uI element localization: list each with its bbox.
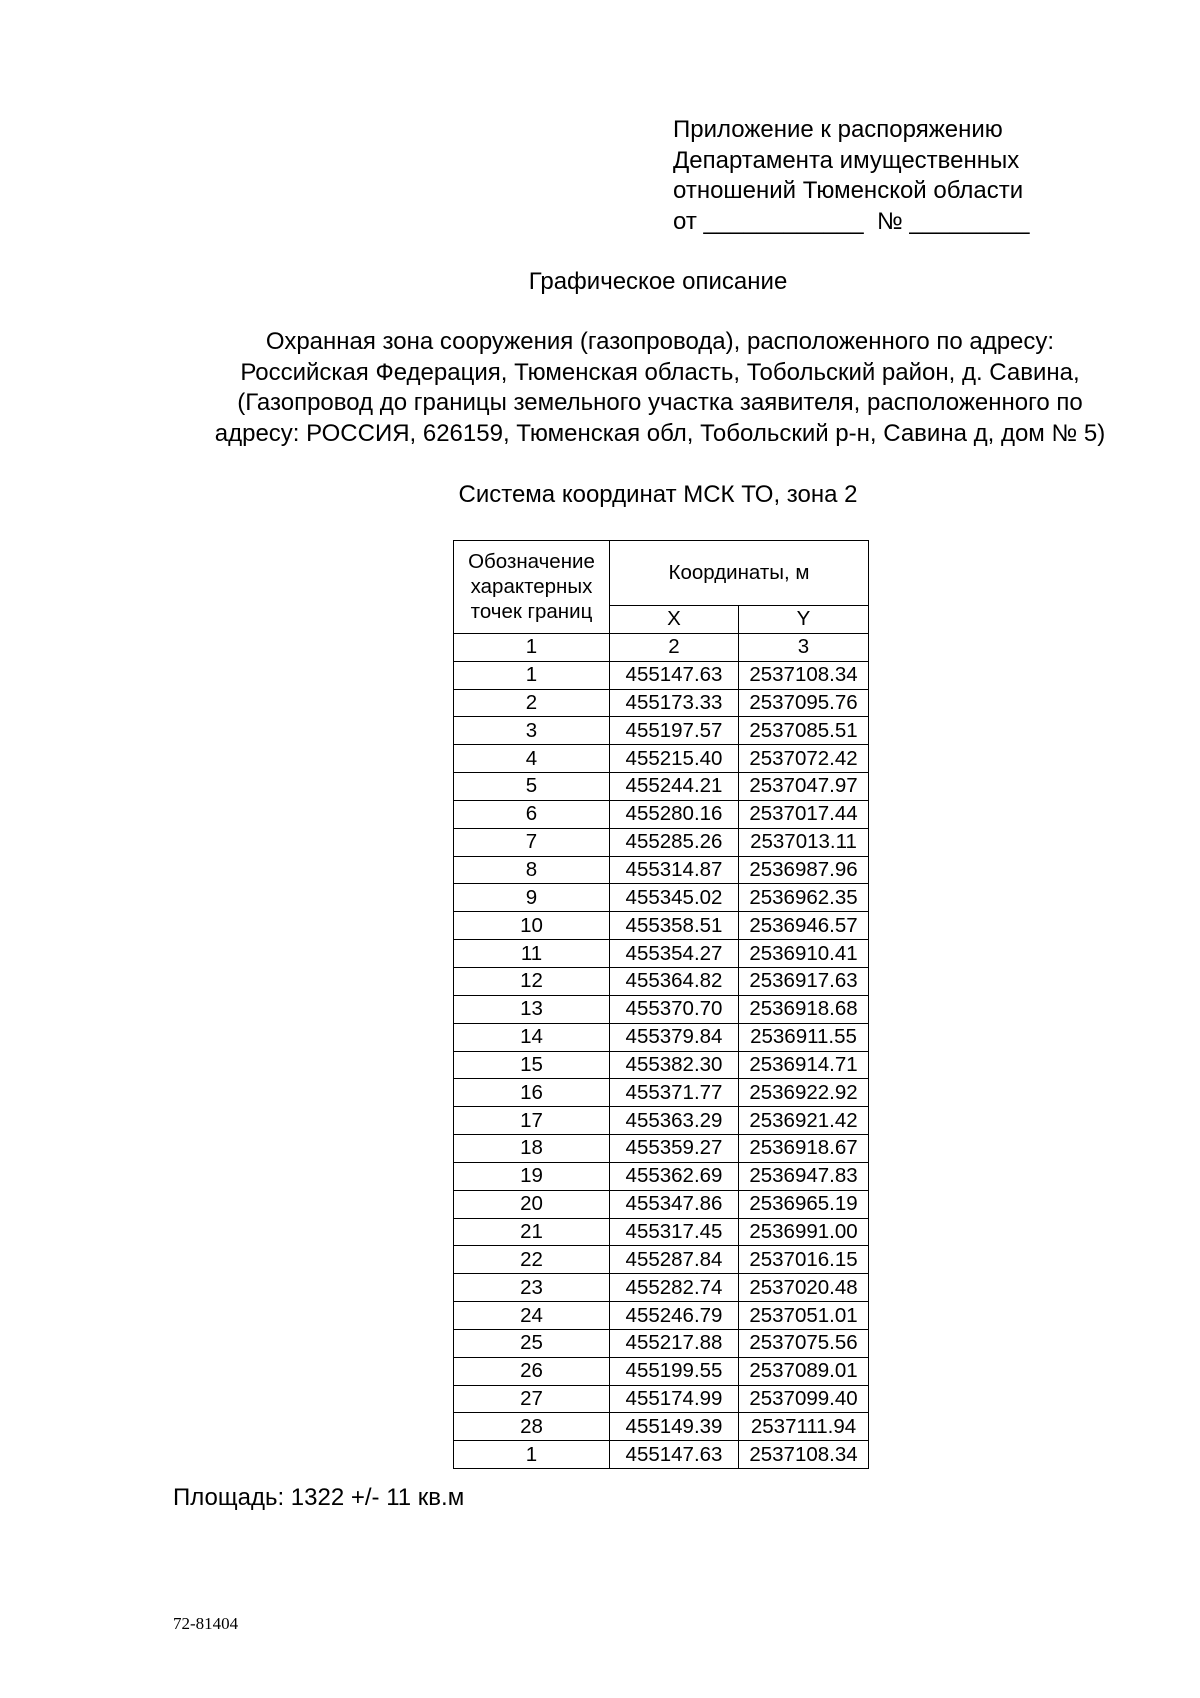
attachment-line: Приложение к распоряжению [673,116,1003,143]
table-row [454,1051,869,1079]
point-number-cell: 28 [454,1413,610,1441]
table-row [454,661,869,689]
point-number-cell: 4 [454,745,610,773]
attachment-line: отношений Тюменской области [673,177,1024,204]
y-coordinate-cell: 2537095.76 [739,689,869,717]
y-coordinate-cell: 2537085.51 [739,717,869,745]
y-coordinate-cell: 2536962.35 [739,884,869,912]
y-coordinate-cell: 2536987.96 [739,856,869,884]
x-coordinate-cell: 455345.02 [610,884,739,912]
y-coordinate-cell: 2537108.34 [739,1441,869,1469]
y-coordinate-cell: 2536911.55 [739,1023,869,1051]
table-row [454,1190,869,1218]
point-number-cell: 2 [454,689,610,717]
y-coordinate-cell: 2537111.94 [739,1413,869,1441]
point-number-cell: 9 [454,884,610,912]
point-number-cell: 1 [454,1441,610,1469]
x-coordinate-cell: 455314.87 [610,856,739,884]
table-row [454,1441,869,1469]
x-coordinate-cell: 455287.84 [610,1246,739,1274]
header-points: Обозначение характерных точек границ [454,541,610,634]
point-number-cell: 1 [454,661,610,689]
table-header-row [454,541,869,606]
table-row [454,1357,869,1385]
y-coordinate-cell: 2536922.92 [739,1079,869,1107]
y-coordinate-cell: 2537047.97 [739,773,869,801]
header-x: X [610,606,739,634]
y-coordinate-cell: 2536965.19 [739,1190,869,1218]
header-coordinates: Координаты, м [610,541,869,606]
y-coordinate-cell: 2536947.83 [739,1162,869,1190]
table-row [454,1385,869,1413]
point-number-cell: 12 [454,967,610,995]
x-coordinate-cell: 455285.26 [610,828,739,856]
y-coordinate-cell: 2537016.15 [739,1246,869,1274]
y-coordinate-cell: 2536921.42 [739,1107,869,1135]
point-number-cell: 26 [454,1357,610,1385]
y-coordinate-cell: 2536917.63 [739,967,869,995]
x-coordinate-cell: 455282.74 [610,1274,739,1302]
document-number: 72-81404 [173,1614,239,1633]
x-coordinate-cell: 455354.27 [610,940,739,968]
y-coordinate-cell: 2537089.01 [739,1357,869,1385]
x-coordinate-cell: 455149.39 [610,1413,739,1441]
x-coordinate-cell: 455173.33 [610,689,739,717]
subject-line: Российская Федерация, Тюменская область, Тобольский район, д. Савина, [240,358,1080,386]
y-coordinate-cell: 2537072.42 [739,745,869,773]
table-row [454,717,869,745]
table-row [454,940,869,968]
column-number: 1 [454,633,610,661]
point-number-cell: 23 [454,1274,610,1302]
table-row [454,1329,869,1357]
table-row [454,745,869,773]
column-number: 2 [610,633,739,661]
point-number-cell: 21 [454,1218,610,1246]
attachment-line: от ____________ № _________ [673,207,1030,235]
attachment-line: Департамента имущественных [673,146,1020,174]
point-number-cell: 15 [454,1051,610,1079]
x-coordinate-cell: 455246.79 [610,1302,739,1330]
point-number-cell: 3 [454,717,610,745]
x-coordinate-cell: 455197.57 [610,717,739,745]
y-coordinate-cell: 2537013.11 [739,828,869,856]
point-number-cell: 13 [454,995,610,1023]
y-coordinate-cell: 2536918.67 [739,1135,869,1163]
table-row [454,995,869,1023]
table-row [454,884,869,912]
x-coordinate-cell: 455347.86 [610,1190,739,1218]
table-row [454,1162,869,1190]
table-row [454,1274,869,1302]
x-coordinate-cell: 455370.70 [610,995,739,1023]
y-coordinate-cell: 2537108.34 [739,661,869,689]
y-coordinate-cell: 2537020.48 [739,1274,869,1302]
point-number-cell: 8 [454,856,610,884]
subject-line: адресу: РОССИЯ, 626159, Тюменская обл, Тобольский р-н, Савина д, дом № 5) [214,419,1106,447]
x-coordinate-cell: 455317.45 [610,1218,739,1246]
point-number-cell: 14 [454,1023,610,1051]
point-number-cell: 19 [454,1162,610,1190]
y-coordinate-cell: 2537075.56 [739,1329,869,1357]
x-coordinate-cell: 455199.55 [610,1357,739,1385]
attachment-note [673,115,1030,237]
x-coordinate-cell: 455244.21 [610,773,739,801]
y-coordinate-cell: 2536914.71 [739,1051,869,1079]
x-coordinate-cell: 455174.99 [610,1385,739,1413]
table-row [454,773,869,801]
x-coordinate-cell: 455280.16 [610,800,739,828]
point-number-cell: 25 [454,1329,610,1357]
point-number-cell: 22 [454,1246,610,1274]
x-coordinate-cell: 455359.27 [610,1135,739,1163]
x-coordinate-cell: 455364.82 [610,967,739,995]
x-coordinate-cell: 455147.63 [610,661,739,689]
x-coordinate-cell: 455382.30 [610,1051,739,1079]
x-coordinate-cell: 455217.88 [610,1329,739,1357]
x-coordinate-cell: 455215.40 [610,745,739,773]
point-number-cell: 20 [454,1190,610,1218]
table-row [454,1218,869,1246]
y-coordinate-cell: 2537051.01 [739,1302,869,1330]
point-number-cell: 27 [454,1385,610,1413]
point-number-cell: 16 [454,1079,610,1107]
point-number-cell: 17 [454,1107,610,1135]
column-number: 3 [739,633,869,661]
subject-line: (Газопровод до границы земельного участка заявителя, расположенного по [237,389,1083,416]
subject-description [170,327,1150,449]
y-coordinate-cell: 2536918.68 [739,995,869,1023]
point-number-cell: 24 [454,1302,610,1330]
y-coordinate-cell: 2537099.40 [739,1385,869,1413]
table-row [454,689,869,717]
document-title: Графическое описание [528,268,788,295]
point-number-cell: 10 [454,912,610,940]
x-coordinate-cell: 455379.84 [610,1023,739,1051]
y-coordinate-cell: 2536910.41 [739,940,869,968]
x-coordinate-cell: 455147.63 [610,1441,739,1469]
point-number-cell: 11 [454,940,610,968]
x-coordinate-cell: 455363.29 [610,1107,739,1135]
table-row [454,1302,869,1330]
table-row [454,1135,869,1163]
table-row [454,1413,869,1441]
table-row [454,1107,869,1135]
table-row [454,912,869,940]
point-number-cell: 7 [454,828,610,856]
point-number-cell: 6 [454,800,610,828]
table-row [454,800,869,828]
y-coordinate-cell: 2536991.00 [739,1218,869,1246]
x-coordinate-cell: 455358.51 [610,912,739,940]
y-coordinate-cell: 2536946.57 [739,912,869,940]
column-number-row [454,633,869,661]
header-y: Y [739,606,869,634]
table-row [454,1079,869,1107]
table-row [454,967,869,995]
table-row [454,1023,869,1051]
y-coordinate-cell: 2537017.44 [739,800,869,828]
table-row [454,828,869,856]
x-coordinate-cell: 455371.77 [610,1079,739,1107]
coordinate-system: Система координат МСК ТО, зона 2 [458,481,858,508]
area-value: Площадь: 1322 +/- 11 кв.м [173,1484,465,1511]
point-number-cell: 18 [454,1135,610,1163]
subject-line: Охранная зона сооружения (газопровода), расположенного по адресу: [265,328,1055,355]
table-row [454,1246,869,1274]
coordinates-table [453,540,869,1469]
point-number-cell: 5 [454,773,610,801]
table-row [454,856,869,884]
x-coordinate-cell: 455362.69 [610,1162,739,1190]
